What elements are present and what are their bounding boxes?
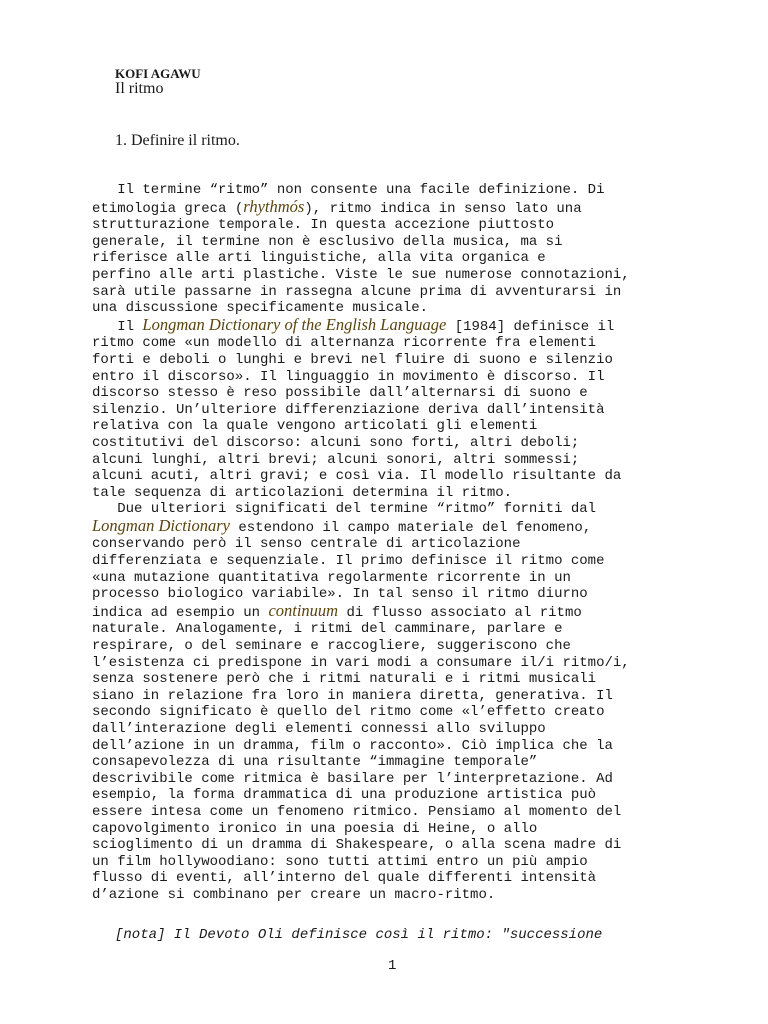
text-run: scioglimento di un dramma di Shakespeare, o alla scena madre di: [92, 837, 622, 854]
text-run: descrivibile come ritmica è basilare per l’interpretazione. Ad: [92, 770, 613, 787]
text-line: [92, 418, 702, 435]
document-title: Il ritmo: [115, 80, 164, 97]
text-run: entro il discorso». Il linguaggio in movimento è discorso. Il: [92, 368, 605, 385]
text-line: [92, 887, 702, 904]
text-run: un film hollywoodiano: sono tutti attimi entro un più ampio: [92, 853, 588, 870]
text-run: discorso stesso è reso possibile dall’alternarsi di suono e: [92, 385, 588, 402]
text-line: [92, 688, 702, 705]
text-line: [92, 738, 702, 755]
text-run: Il: [92, 318, 143, 335]
text-run: secondo significato è quello del ritmo come «l’effetto creato: [92, 704, 605, 721]
text-run: «una mutazione quantitativa regolarmente ricorrente in un: [92, 569, 571, 586]
text-run: [1984] definisce il: [446, 318, 615, 335]
text-line: [92, 704, 702, 721]
text-run: sarà utile passarne in rassegna alcune prima di avventurarsi in: [92, 283, 622, 300]
text-line: [92, 854, 702, 871]
text-line: [92, 182, 702, 199]
text-run: capovolgimento ironico in una poesia di Heine, o allo: [92, 820, 538, 837]
section-heading: 1. Definire il ritmo.: [115, 132, 240, 149]
text-run: una discussione specificamente musicale.: [92, 300, 429, 317]
text-line: [92, 553, 702, 570]
text-line: [92, 621, 702, 638]
text-line: [92, 787, 702, 804]
text-line: [92, 638, 702, 655]
text-run: alcuni lunghi, altri brevi; alcuni sonori, altri sommessi;: [92, 451, 580, 468]
paragraph: [92, 501, 702, 903]
text-run: forti e deboli o lunghi e brevi nel fluire di suono e silenzio: [92, 351, 613, 368]
text-run: d’azione si combinano per creare un macro-ritmo.: [92, 886, 496, 903]
text-run: processo biologico variabile». In tal senso il ritmo diurno: [92, 586, 588, 603]
text-line: [92, 655, 702, 672]
body-text: [92, 182, 702, 921]
text-line: [92, 536, 702, 553]
text-run: tale sequenza di articolazioni determina il ritmo.: [92, 484, 513, 501]
italic-title: Longman Dictionary: [92, 515, 230, 535]
text-line: [92, 570, 702, 587]
text-run: perfino alle arti plastiche. Viste le sue numerose connotazioni,: [92, 266, 630, 283]
text-run: indica ad esempio un: [92, 604, 269, 621]
text-line: [92, 515, 702, 537]
text-run: consapevolezza di una risultante “immagine temporale”: [92, 754, 538, 771]
text-run: siano in relazione fra loro in maniera diretta, generativa. Il: [92, 687, 613, 704]
text-run: etimologia greca (: [92, 200, 244, 217]
paragraph: [92, 314, 702, 502]
text-line: [92, 196, 702, 218]
text-line: [92, 452, 702, 469]
text-run: respirare, o del seminare e raccogliere, suggeriscono che: [92, 638, 571, 655]
text-line: [92, 314, 702, 336]
text-line: [92, 369, 702, 386]
text-run: essere intesa come un fenomeno ritmico. Pensiamo al momento del: [92, 803, 622, 820]
text-line: [92, 671, 702, 688]
text-run: conservando però il senso centrale di articolazione: [92, 536, 521, 553]
text-line: [92, 754, 702, 771]
text-line: [92, 468, 702, 485]
italic-title: Longman Dictionary of the English Language: [142, 314, 447, 334]
text-run: ), ritmo indica in senso lato una: [304, 200, 582, 217]
text-line: [92, 267, 702, 284]
text-line: [92, 435, 702, 452]
text-line: [92, 385, 702, 402]
text-run: costitutivi del discorso: alcuni sono forti, altri deboli;: [92, 434, 580, 451]
text-line: [92, 402, 702, 419]
text-run: ritmo come «un modello di alternanza ricorrente fra elementi: [92, 335, 597, 352]
text-line: [92, 721, 702, 738]
text-run: dell’azione in un dramma, film o racconto». Ciò implica che la: [92, 737, 613, 754]
text-run: flusso di eventi, all’interno del quale differenti intensità: [92, 870, 597, 887]
text-run: riferisce alle arti linguistiche, alla vita organica e: [92, 250, 546, 267]
text-line: [92, 771, 702, 788]
text-line: [92, 335, 702, 352]
text-run: senza sostenere però che i ritmi naturali e i ritmi musicali: [92, 671, 597, 688]
text-run: dall’interazione degli elementi connessi allo sviluppo: [92, 721, 546, 737]
text-line: [92, 352, 702, 369]
text-line: [92, 586, 702, 603]
text-line: [92, 870, 702, 887]
text-run: relativa con la quale vengono articolati gli elementi: [92, 418, 538, 435]
text-run: strutturazione temporale. In questa accezione piuttosto: [92, 217, 555, 234]
paragraph: [92, 182, 702, 317]
text-run: alcuni acuti, altri gravi; e così via. Il modello risultante da: [92, 468, 622, 485]
text-line: [92, 821, 702, 838]
text-run: Due ulteriori significati del termine “ritmo” forniti dal: [92, 501, 597, 518]
text-line: [92, 284, 702, 301]
italic-title: continuum: [268, 600, 339, 620]
italic-title: rhythmós: [243, 196, 305, 216]
text-run: naturale. Analogamente, i ritmi del camminare, parlare e: [92, 621, 563, 638]
text-run: Il termine “ritmo” non consente una facile definizione. Di: [92, 182, 605, 198]
page-number: 1: [388, 958, 397, 974]
text-line: [92, 234, 702, 251]
text-run: silenzio. Un’ulteriore differenziazione deriva dall’intensità: [92, 401, 605, 418]
text-run: l’esistenza ci predispone in vari modi a consumare il/i ritmo/i,: [92, 654, 630, 671]
footnote-text: [nota] Il Devoto Oli definisce così il ritmo: "successione: [115, 927, 603, 943]
text-run: estendono il campo materiale del fenomeno,: [229, 519, 592, 536]
text-line: [92, 485, 702, 502]
text-run: differenziata e sequenziale. Il primo definisce il ritmo come: [92, 553, 605, 570]
text-run: generale, il termine non è esclusivo della musica, ma si: [92, 233, 563, 250]
text-run: esempio, la forma drammatica di una produzione artistica può: [92, 787, 597, 804]
text-line: [92, 600, 702, 622]
text-line: [92, 250, 702, 267]
text-line: [92, 804, 702, 821]
text-run: di flusso associato al ritmo: [338, 604, 582, 621]
author-name: KOFI AGAWU: [115, 66, 201, 81]
text-line: [92, 837, 702, 854]
text-line: [92, 217, 702, 234]
